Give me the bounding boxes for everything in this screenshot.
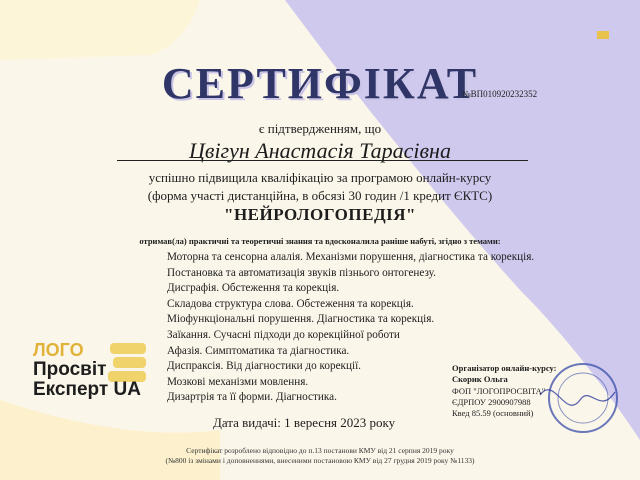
organizer-heading: Організатор онлайн-курсу: <box>452 363 557 373</box>
list-item: Міофункціональні порушення. Діагностика та корекція. <box>167 313 435 326</box>
organizer-company: ФОП "ЛОГОПРОСВІТА" <box>452 385 546 396</box>
organizer-person: Скорик Ольга <box>452 374 508 385</box>
list-item: Дисграфія. Обстеження та корекція. <box>167 282 340 295</box>
certificate-title: СЕРТИФІКАТ <box>161 59 479 108</box>
recipient-name: Цвігун Анастасія Тарасівна <box>189 138 451 163</box>
list-item: Складова структура слова. Обстеження та корекція. <box>167 297 414 310</box>
qualification-text: успішно підвищила кваліфікацію за програмою онлайн-курсу <box>148 170 492 185</box>
course-format-text: (форма участі дистанційна, в обсязі 30 годин /1 кредит ЄКТС) <box>147 188 493 203</box>
logo <box>33 341 141 400</box>
logo-word-3: Експерт UA <box>33 379 141 400</box>
logo-word-1: ЛОГО <box>33 340 84 360</box>
received-text: отримав(ла) практичні та теоретичні знання та вдосконалила раніше набуті, згідно з темами: <box>139 236 501 246</box>
certificate-number: №ВП010920232352 <box>462 89 538 99</box>
organizer-kved: Квед 85.59 (основний) <box>452 408 534 419</box>
list-item: Диспраксія. Від діагностики до корекції. <box>167 360 361 373</box>
logo-word-2: Просвіт <box>33 359 107 380</box>
footer-line-2: (№800 із змінами і доповненнями, внесеними постановою КМУ від 27 грудня 2019 року №1133) <box>165 455 475 465</box>
list-item: Моторна та сенсорна алалія. Механізми порушення, діагностика та корекція. <box>167 251 535 263</box>
issue-date: Дата видачі: 1 вересня 2023 року <box>213 415 396 430</box>
list-item: Дизартрія та її форми. Діагностика. <box>167 391 337 404</box>
list-item: Заїкання. Сучасні підходи до корекційної роботи <box>167 328 400 341</box>
organizer-edrpou: ЄДРПОУ 2900907988 <box>452 396 531 407</box>
name-underline <box>117 160 528 161</box>
list-item: Мозкові механізми мовлення. <box>167 375 309 388</box>
organizer-block <box>452 363 557 419</box>
footer-line-1: Сертифікат розроблено відповідно до п.13 постанови КМУ від 21 серпня 2019 року <box>186 446 454 455</box>
list-item: Афазія. Симптоматика та діагностика. <box>167 344 350 357</box>
footer-note <box>0 446 640 465</box>
list-item: Постановка та автоматизація звуків пізнього онтогенезу. <box>167 266 436 279</box>
course-name: "НЕЙРОЛОГОПЕДІЯ" <box>224 205 416 224</box>
confirm-text: є підтвердженням, що <box>258 121 382 136</box>
